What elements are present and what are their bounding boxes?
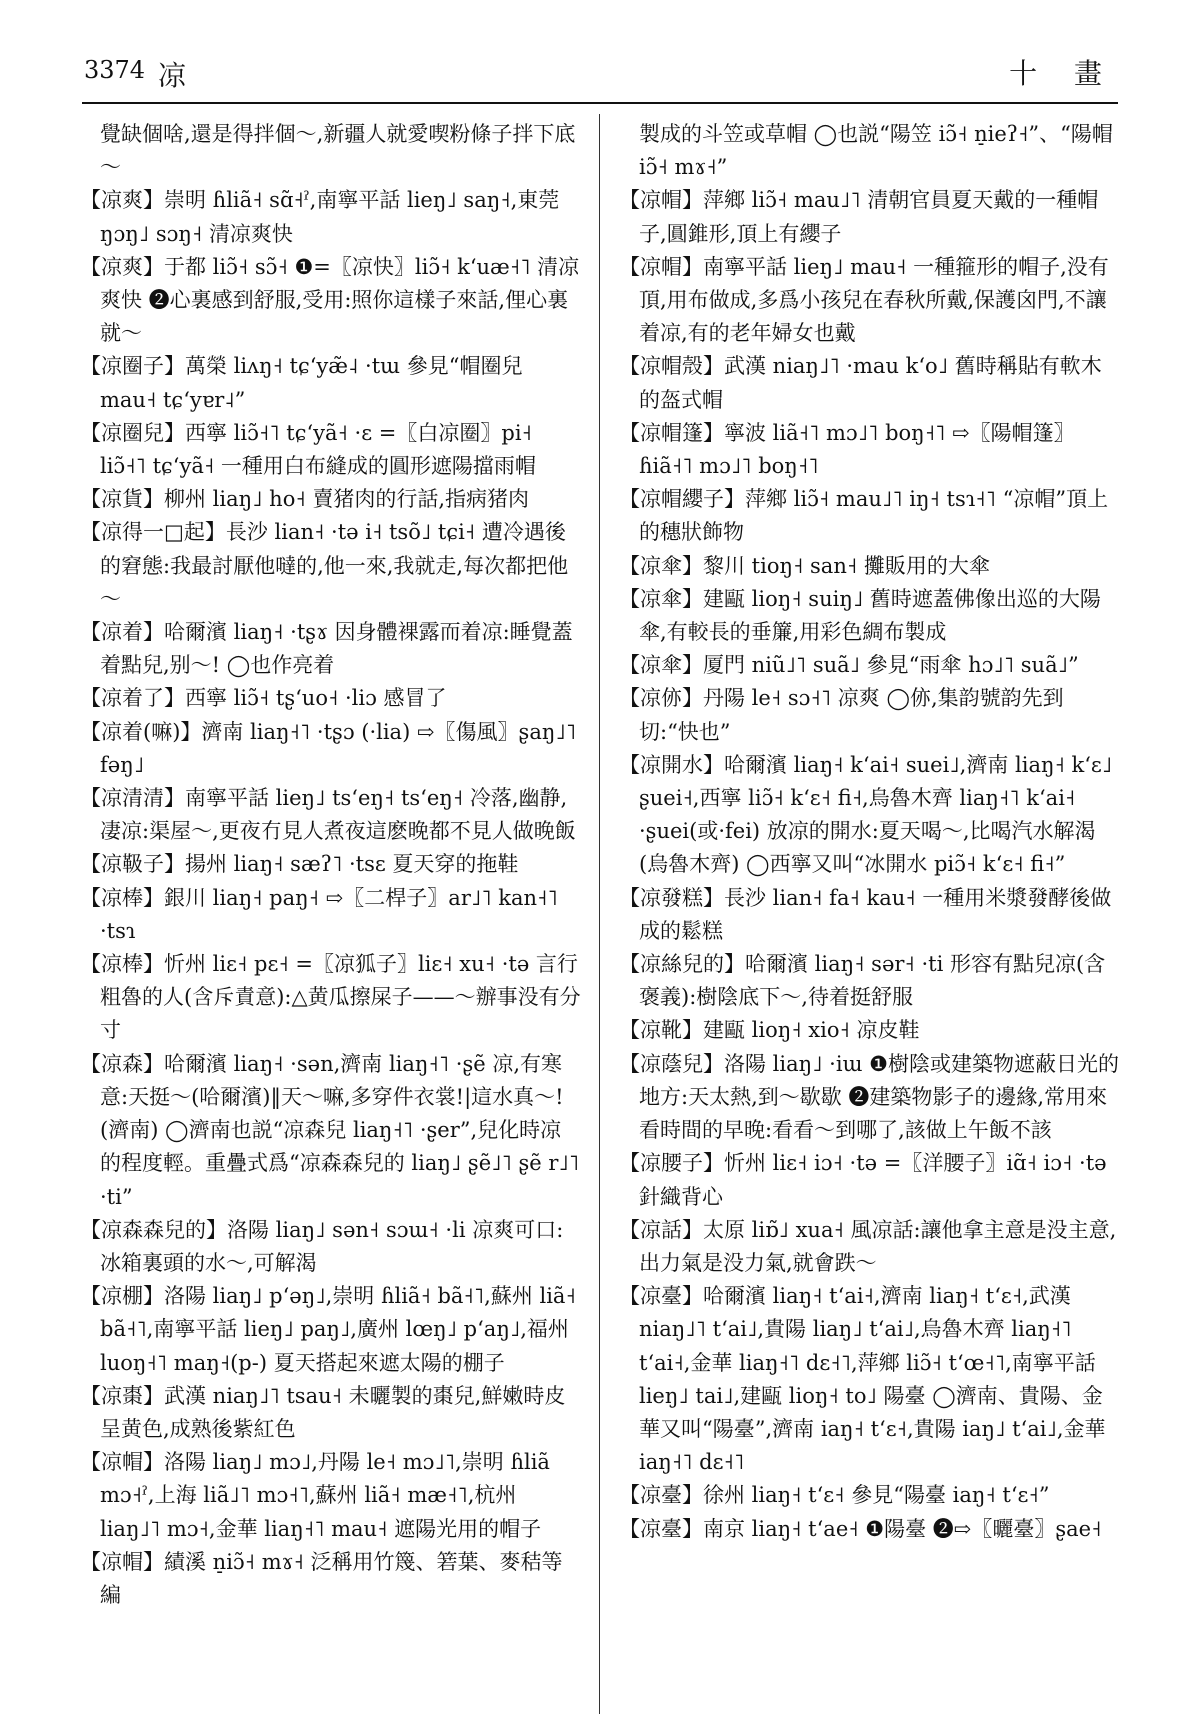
dictionary-entry: 【凉爽】崇明 ɦliã˧ sɑ̃˧ˀ,南寧平話 lieŋ˩ saŋ˧,東莞ŋɔŋ˩ sɔŋ˧ 清凉爽快: [80, 188, 560, 246]
dictionary-entry: 【凉臺】徐州 liaŋ˧ tʻɛ˧ 參見“陽臺 iaŋ˧ tʻɛ˧”: [619, 1483, 1050, 1508]
dictionary-entry: 【凉傘】黎川 tioŋ˧ san˧ 攤販用的大傘: [619, 553, 990, 578]
dictionary-entry: 【凉着】哈爾濱 liaŋ˧ ·tʂɤ 因身體裸露而着凉:睡覺蓋着點兒,别～! ◯也作亮着: [80, 620, 573, 678]
dictionary-entry: 【凉棗】武漢 niaŋ˩˥ tsau˧ 未曬製的棗兒,鮮嫩時皮呈黄色,成熟後紫紅色: [80, 1383, 566, 1441]
right-column: [619, 118, 1121, 1546]
dictionary-entry: 【凉絲兒的】哈爾濱 liaŋ˧ sər˧ ·ti 形容有點兒凉(含褒義):樹陰底下～,待着挺舒服: [619, 952, 1106, 1010]
header-rule: [82, 102, 1118, 104]
entry-continuation: 覺缺個啥,還是得拌個～,新疆人就愛喫粉條子拌下底～: [100, 122, 576, 180]
dictionary-entry: 【凉腰子】忻州 liɛ˧ iɔ˧ ·tə =〖洋腰子〗iɑ̃˧ iɔ˧ ·tə 針織背心: [619, 1151, 1114, 1209]
dictionary-entry: 【凉傘】厦門 niũ˩˥ suã˩ 參見“雨傘 hɔ˩˥ suã˩”: [619, 653, 1079, 678]
stroke-section-title: 十 畫: [1009, 57, 1116, 90]
page-header: [84, 56, 1116, 96]
dictionary-entry: 【凉靴】建甌 lioŋ˧ xio˧ 凉皮鞋: [619, 1018, 920, 1043]
dictionary-entry: 【凉爽】于都 liɔ̃˧ sɔ̃˧ ❶=〖凉快〗liɔ̃˧ kʻuæ˧˥ 清凉爽快 ❷心裏感到舒服,受用:照你這樣子來話,俚心裏就～: [80, 254, 580, 346]
dictionary-entry: 【凉臺】南京 liaŋ˧ tʻae˧ ❶陽臺 ❷⇨〖曬臺〗ʂae˧: [619, 1516, 1102, 1541]
dictionary-entry: 【凉着了】西寧 liɔ̃˧ tʂʻuo˧ ·liɔ 感冒了: [80, 686, 447, 711]
dictionary-entry: 【凉帽】南寧平話 lieŋ˩ mau˧ 一種箍形的帽子,没有頂,用布做成,多爲小孩兒在春秋所戴,保護囟門,不讓着凉,有的老年婦女也戴: [619, 254, 1109, 346]
dictionary-entry: 【凉圈兒】西寧 liɔ̃˧˥ tɕʻyã˧ ·ɛ =〖白凉圈〗pi˧ liɔ̃˧˥ tɕʻyã˧ 一種用白布縫成的圓形遮陽擋雨帽: [80, 420, 539, 479]
dictionary-entry: 【凉森】哈爾濱 liaŋ˧ ·sən,濟南 liaŋ˧˥ ·ʂẽ 凉,有寒意:天挺～(哈爾濱)‖天～嘛,多穿件衣裳!|這水真～!(濟南) ◯濟南也説“凉森兒 liaŋ˧˥ ·ʂer”,兒化時凉的程度輕。重疊式爲“凉森森兒的 liaŋ˩ ʂẽ˩˥ ʂẽ r˩˥ ·ti”: [80, 1051, 586, 1209]
dictionary-entry: 【凉蔭兒】洛陽 liaŋ˩ ·iɯ ❶樹陰或建築物遮蔽日光的地方:天太熱,到～歇歇 ❷建築物影子的邊緣,常用來看時間的早晚:看看～到哪了,該做上午飯不該: [619, 1051, 1119, 1143]
dictionary-entry: 【凉帽】萍鄉 liɔ̃˧ mau˩˥ 清朝官員夏天戴的一種帽子,圓錐形,頂上有纓子: [619, 188, 1099, 246]
dictionary-entry: 【凉森森兒的】洛陽 liaŋ˩ sən˧ sɔɯ˧ ·li 凉爽可口:冰箱裏頭的水～,可解渴: [80, 1217, 564, 1275]
dictionary-entry: 【凉貨】柳州 liaŋ˩ ho˧ 賣猪肉的行話,指病猪肉: [80, 487, 530, 512]
dictionary-entry: 【凉清清】南寧平話 lieŋ˩ tsʻeŋ˧ tsʻeŋ˧ 冷落,幽静,凄凉:渠屋～,更夜冇見人煮夜這麽晚都不見人做晚飯: [80, 786, 576, 844]
running-head-character: 凉: [158, 59, 187, 92]
dictionary-entry: 【凉㑊】丹陽 le˧ sɔ˧˥ 凉爽 ◯㑊,集韵號韵先到切:“快也”: [619, 686, 1064, 744]
column-divider: [599, 114, 600, 1714]
dictionary-entry: 【凉帽纓子】萍鄉 liɔ̃˧ mau˩˥ iŋ˧ tsɿ˧˥ “凉帽”頂上的穗狀飾物: [619, 487, 1109, 545]
dictionary-entry: 【凉着(嘛)】濟南 liaŋ˧˥ ·tʂɔ (·lia) ⇨〖傷風〗ʂaŋ˩˥ fəŋ˩: [80, 719, 583, 777]
entry-continuation: 製成的斗笠或草帽 ◯也説“陽笠 iɔ̃˧ n̠ieʔ˧”、“陽帽 iɔ̃˧ mɤ˧”: [639, 122, 1120, 180]
dictionary-entry: 【凉帽】洛陽 liaŋ˩ mɔ˩,丹陽 le˧ mɔ˩˥,崇明 ɦliã mɔ˧ˀ,上海 liã˩˥ mɔ˧˥,蘇州 liã˧ mæ˧˥,杭州 liaŋ˩˥ mɔ˧,金華 liaŋ˧˥ mau˧ 遮陽光用的帽子: [80, 1450, 557, 1541]
dictionary-entry: 【凉傘】建甌 lioŋ˧ suiŋ˩ 舊時遮蓋佛像出巡的大陽傘,有較長的垂簾,用彩色綢布製成: [619, 586, 1101, 645]
dictionary-entry: 【凉圈子】萬榮 liʌŋ˧ tɕʻyæ̃˨ ·tɯ 參見“帽圈兒 mau˧ tɕʻyɐr˨”: [80, 354, 530, 412]
dictionary-entry: 【凉話】太原 liɒ̃˩ xua˧ 風凉話:讓他拿主意是没主意,出力氣是没力氣,就會跌～: [619, 1217, 1117, 1275]
dictionary-entry: 【凉帽篷】寧波 liã˧˥ mɔ˩˥ boŋ˧˥ ⇨〖陽帽篷〗ɦiã˧˥ mɔ˩˥ boŋ˧˥: [619, 420, 1075, 479]
dictionary-entry: 【凉發糕】長沙 lian˧ fa˧ kau˧ 一種用米漿發酵後做成的鬆糕: [619, 885, 1112, 943]
dictionary-entry: 【凉臺】哈爾濱 liaŋ˧ tʻai˧,濟南 liaŋ˧ tʻɛ˧,武漢 niaŋ˩˥ tʻai˩,貴陽 liaŋ˩ tʻai˩,烏魯木齊 liaŋ˧˥ tʻai˧,金華 liaŋ˧˥ dɛ˧˥,萍鄉 liɔ̃˧ tʻœ˧˥,南寧平話 lieŋ˩ tai˩,建甌 lioŋ˧ to˩ 陽臺 ◯濟南、貴陽、金華又叫“陽臺”,濟南 iaŋ˧ tʻɛ˧,貴陽 iaŋ˩ tʻai˩,金華 iaŋ˧˥ dɛ˧˥: [619, 1284, 1113, 1475]
dictionary-entry: 【凉帽】績溪 n̠iɔ̃˧ mɤ˧ 泛稱用竹篾、箬葉、麥秸等編: [80, 1549, 563, 1607]
left-column: [80, 118, 586, 1612]
dictionary-entry: 【凉棒】銀川 liaŋ˧ paŋ˧ ⇨〖二桿子〗ar˩˥ kan˧˥ ·tsɿ: [80, 885, 565, 943]
dictionary-entry: 【凉棚】洛陽 liaŋ˩ pʻəŋ˩,崇明 ɦliã˧ bã˧˥,蘇州 liã˧ bã˧˥,南寧平話 lieŋ˩ paŋ˩,廣州 lœŋ˩ pʻaŋ˩,福州 luoŋ˧˥ maŋ˧(p-) 夏天搭起來遮太陽的棚子: [80, 1284, 583, 1375]
dictionary-entry: 【凉棒】忻州 liɛ˧ pɛ˧ =〖凉狐子〗liɛ˧ xu˧ ·tə 言行粗魯的人(含斥責意):△黄瓜擦屎子——～辦事没有分寸: [80, 952, 581, 1043]
dictionary-entry: 【凉靸子】揚州 liaŋ˧ sæʔ˥ ·tsɛ 夏天穿的拖鞋: [80, 852, 519, 877]
dictionary-entry: 【凉帽殼】武漢 niaŋ˩˥ ·mau kʻo˩ 舊時稱貼有軟木的盔式帽: [619, 354, 1102, 412]
page-number: 3374: [84, 56, 146, 84]
dictionary-entry: 【凉開水】哈爾濱 liaŋ˧ kʻai˧ suei˩,濟南 liaŋ˧ kʻɛ˩ ʂuei˧,西寧 liɔ̃˧ kʻɛ˧ fi˧,烏魯木齊 liaŋ˧˥ kʻai˧ ·ʂuei(或·fei) 放凉的開水:夏天喝～,比喝汽水解渴(烏魯木齊) ◯西寧又叫“冰開水 piɔ̃˧ kʻɛ˧ fi˧”: [619, 752, 1119, 877]
dictionary-entry: 【凉得一□起】長沙 lian˧ ·tə i˧ tsõ˩ tɕi˧ 遭冷遇後的窘態:我最討厭他噠的,他一來,我就走,每次都把他～: [80, 520, 569, 611]
